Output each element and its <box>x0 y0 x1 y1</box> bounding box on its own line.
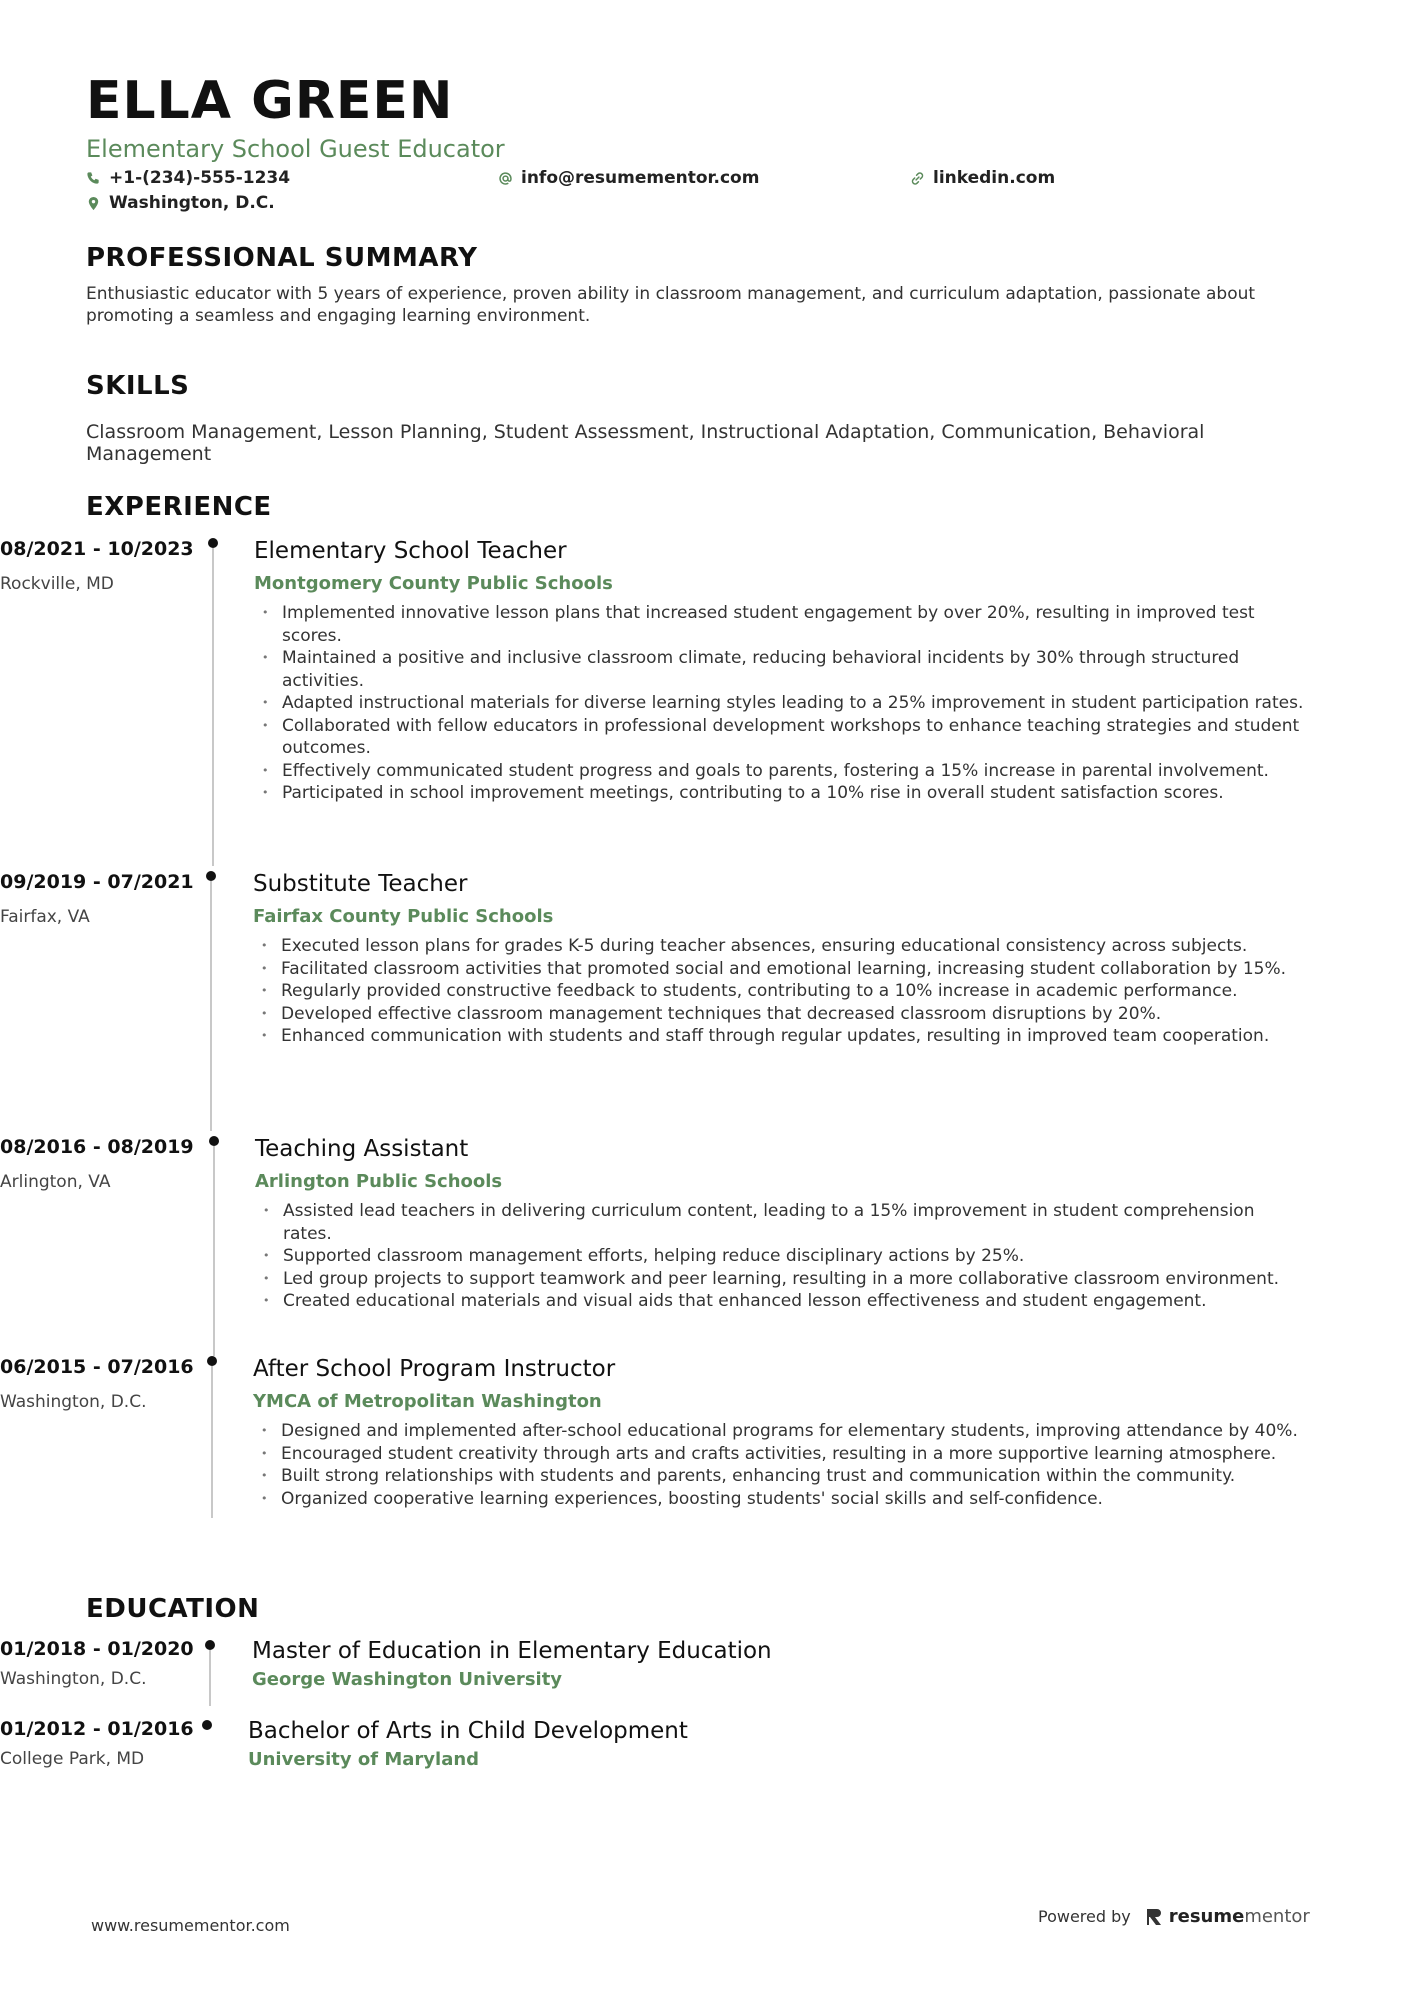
job-location: Washington, D.C. <box>0 1392 147 1412</box>
brand-logo[interactable] <box>1145 1906 1310 1927</box>
timeline-line <box>209 1650 211 1706</box>
location-contact <box>86 193 275 213</box>
experience-section <box>86 492 1336 522</box>
skills-section <box>86 371 1326 465</box>
job-role: Teaching Assistant <box>255 1136 469 1162</box>
phone-contact <box>86 168 290 188</box>
powered-by-label: Powered by <box>1038 1907 1131 1926</box>
brand-name-strong: resume <box>1168 1906 1245 1927</box>
date-range: 08/2021 - 10/2023 <box>0 538 194 560</box>
job-location: Fairfax, VA <box>0 907 90 927</box>
summary-text: Enthusiastic educator with 5 years of experience, proven ability in classroom management, and curriculum adaptation, passionate about promoting a seamless and engaging learning environment. <box>86 284 1256 326</box>
date-range: 01/2018 - 01/2020 <box>0 1638 194 1660</box>
timeline-dot <box>205 1640 215 1650</box>
list-item: • Facilitated classroom activities that promoted social and emotional learning, increasing student collaboration by 15%. <box>253 958 1303 981</box>
job-bullets <box>255 1200 1305 1313</box>
skills-text: Classroom Management, Lesson Planning, Student Assessment, Instructional Adaptation, Communication, Behavioral Management <box>86 421 1205 465</box>
list-item: • Enhanced communication with students and staff through regular updates, resulting in improved team cooperation. <box>253 1025 1303 1048</box>
timeline-dot <box>206 871 216 881</box>
experience-entry <box>0 538 1304 858</box>
job-role: After School Program Instructor <box>253 1356 616 1382</box>
timeline-line <box>210 881 212 1131</box>
section-heading: SKILLS <box>86 371 190 401</box>
date-range: 09/2019 - 07/2021 <box>0 871 194 893</box>
employer: Montgomery County Public Schools <box>254 573 613 594</box>
list-item: • Organized cooperative learning experiences, boosting students' social skills and self-confidence. <box>253 1488 1303 1511</box>
degree: Bachelor of Arts in Child Development <box>248 1718 688 1744</box>
list-item: • Maintained a positive and inclusive classroom climate, reducing behavioral incidents by 30% through structured activities. <box>254 647 1304 692</box>
list-item: • Collaborated with fellow educators in professional development workshops to enhance teaching strategies and student outcomes. <box>254 715 1304 760</box>
link-icon <box>910 171 925 186</box>
date-range: 01/2012 - 01/2016 <box>0 1718 194 1740</box>
logo-mark-icon <box>1145 1907 1163 1927</box>
date-range: 08/2016 - 08/2019 <box>0 1136 194 1158</box>
school-name: University of Maryland <box>248 1749 480 1770</box>
list-item: • Created educational materials and visual aids that enhanced lesson effectiveness and student engagement. <box>255 1290 1305 1313</box>
at-icon <box>498 171 513 186</box>
job-location: Rockville, MD <box>0 574 114 594</box>
map-pin-icon <box>86 196 101 211</box>
brand-name-light: mentor <box>1244 1906 1310 1927</box>
list-item: • Adapted instructional materials for diverse learning styles leading to a 25% improvement in student participation rates. <box>254 692 1304 715</box>
school-location: College Park, MD <box>0 1749 145 1769</box>
section-heading: EDUCATION <box>86 1594 260 1624</box>
list-item: • Led group projects to support teamwork and peer learning, resulting in a more collaborative classroom environment. <box>255 1268 1305 1291</box>
job-bullets <box>253 935 1303 1048</box>
timeline-line <box>213 1146 215 1356</box>
job-title: Elementary School Guest Educator <box>86 135 505 163</box>
email-address: info@resumementor.com <box>521 168 760 188</box>
experience-entry <box>0 871 1287 1121</box>
list-item: • Supported classroom management efforts, helping reduce disciplinary actions by 25%. <box>255 1245 1305 1268</box>
school-location: Washington, D.C. <box>0 1669 147 1689</box>
list-item: • Participated in school improvement meetings, contributing to a 10% rise in overall student satisfaction scores. <box>254 782 1304 805</box>
timeline-dot <box>207 1356 217 1366</box>
candidate-name: ELLA GREEN <box>86 71 454 131</box>
experience-entry <box>0 1136 1280 1346</box>
job-bullets <box>253 1420 1303 1510</box>
timeline-line <box>212 548 214 866</box>
date-range: 06/2015 - 07/2016 <box>0 1356 194 1378</box>
timeline-line <box>211 1366 213 1518</box>
location-text: Washington, D.C. <box>109 193 275 213</box>
section-heading: EXPERIENCE <box>86 492 272 522</box>
list-item: • Effectively communicated student progress and goals to parents, fostering a 15% increase in parental involvement. <box>254 760 1304 783</box>
timeline-dot <box>209 1136 219 1146</box>
list-item: • Executed lesson plans for grades K-5 during teacher absences, ensuring educational consistency across subjects. <box>253 935 1303 958</box>
school-name: George Washington University <box>252 1669 563 1690</box>
employer: Fairfax County Public Schools <box>253 906 554 927</box>
timeline-dot <box>208 538 218 548</box>
footer-branding <box>1038 1906 1310 1927</box>
education-entry <box>0 1638 1250 1708</box>
employer: Arlington Public Schools <box>255 1171 503 1192</box>
job-location: Arlington, VA <box>0 1172 111 1192</box>
summary-section <box>86 243 1326 327</box>
footer-website[interactable]: www.resumementor.com <box>91 1916 290 1935</box>
education-entry <box>0 1718 1250 1788</box>
education-section <box>86 1594 1336 1624</box>
experience-entry <box>0 1356 1298 1556</box>
email-contact[interactable] <box>498 168 759 188</box>
job-bullets <box>254 602 1304 805</box>
linkedin-contact[interactable] <box>910 168 1055 188</box>
list-item: • Encouraged student creativity through arts and crafts activities, resulting in a more supportive learning atmosphere. <box>253 1443 1303 1466</box>
list-item: • Designed and implemented after-school educational programs for elementary students, improving attendance by 40%. <box>253 1420 1303 1443</box>
phone-icon <box>86 171 101 186</box>
list-item: • Implemented innovative lesson plans that increased student engagement by over 20%, resulting in improved test scores. <box>254 602 1304 647</box>
resume-header <box>86 70 1326 218</box>
list-item: • Built strong relationships with students and parents, enhancing trust and communication within the community. <box>253 1465 1303 1488</box>
section-heading: PROFESSIONAL SUMMARY <box>86 243 478 273</box>
job-role: Substitute Teacher <box>253 871 468 897</box>
phone-number: +1-(234)-555-1234 <box>109 168 291 188</box>
list-item: • Regularly provided constructive feedback to students, contributing to a 10% increase in academic performance. <box>253 980 1303 1003</box>
list-item: • Developed effective classroom management techniques that decreased classroom disruptions by 20%. <box>253 1003 1303 1026</box>
employer: YMCA of Metropolitan Washington <box>253 1391 602 1412</box>
contact-info <box>86 168 1326 218</box>
timeline-dot <box>202 1720 212 1730</box>
linkedin-url: linkedin.com <box>933 168 1056 188</box>
job-role: Elementary School Teacher <box>254 538 567 564</box>
list-item: • Assisted lead teachers in delivering curriculum content, leading to a 15% improvement in student comprehension rates. <box>255 1200 1305 1245</box>
degree: Master of Education in Elementary Education <box>252 1638 772 1664</box>
